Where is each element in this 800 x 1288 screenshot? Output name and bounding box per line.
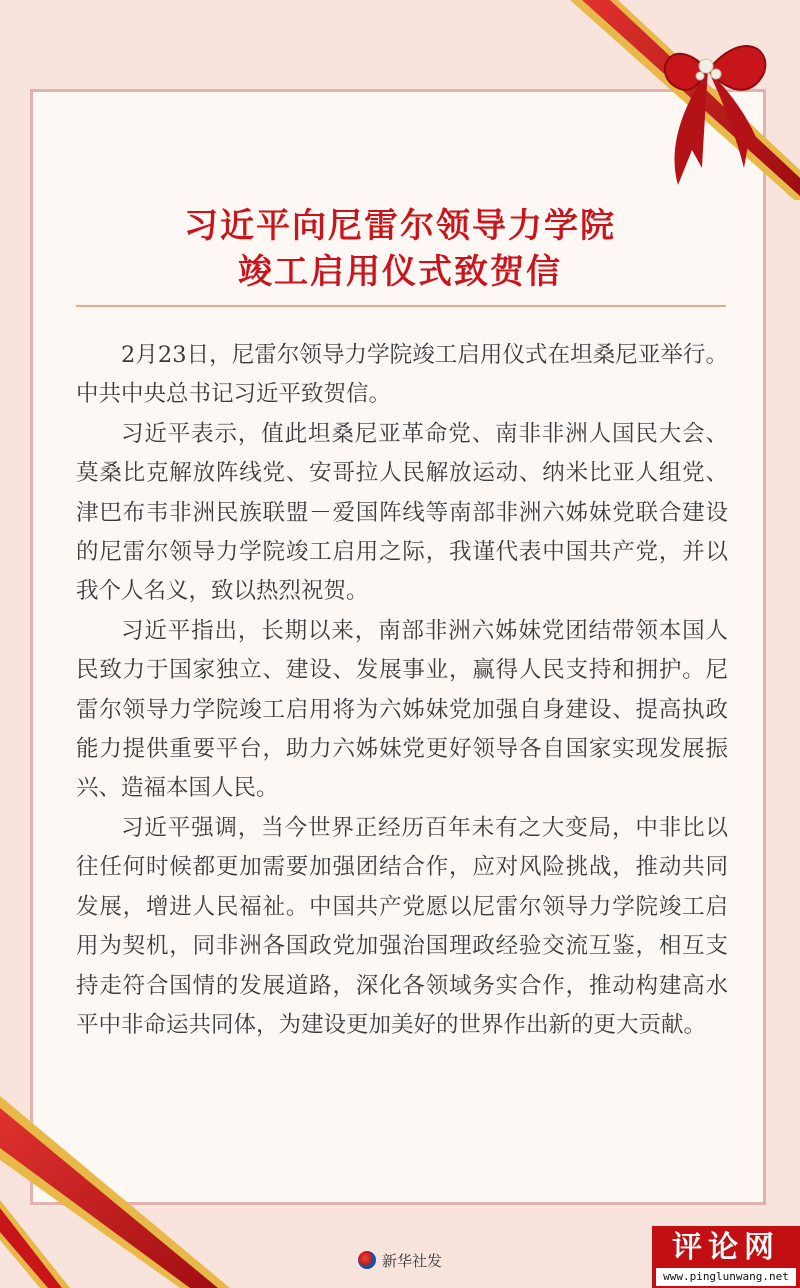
site-watermark <box>652 1226 800 1288</box>
letter-title-line-1: 习近平向尼雷尔领导力学院 <box>184 206 616 246</box>
ribbon-bow-icon <box>560 0 800 200</box>
letter-body <box>76 336 728 1045</box>
xinhua-logo-icon <box>358 1251 376 1269</box>
watermark-url: www.pinglunwang.net <box>656 1268 796 1286</box>
title-divider <box>76 305 726 307</box>
source-label: 新华社发 <box>381 1252 442 1270</box>
watermark-title: 评论网 <box>672 1230 780 1265</box>
letter-paragraph: 2月23日，尼雷尔领导力学院竣工启用仪式在坦桑尼亚举行。中共中央总书记习近平致贺信。 <box>76 342 728 408</box>
letter-paragraph: 习近平强调，当今世界正经历百年未有之大变局，中非比以往任何时候都更加需要加强团结合作，应对风险挑战，推动共同发展，增进人民福祉。中国共产党愿以尼雷尔领导力学院竣工启用为契机，同非洲各国政党加强治国理政经验交流互鉴，相互支持走符合国情的发展道路，深化各领域务实合作，推动构建高水平中非命运共同体，为建设更加美好的世界作出新的更大贡献。 <box>76 814 728 1038</box>
letter-paragraph: 习近平指出，长期以来，南部非洲六姊妹党团结带领本国人民致力于国家独立、建设、发展事业，赢得人民支持和拥护。尼雷尔领导力学院竣工启用将为六姊妹党加强自身建设、提高执政能力提供重要平台，助力六姊妹党更好领导各自国家实现发展振兴、造福本国人民。 <box>76 617 728 802</box>
letter-paragraph: 习近平表示，值此坦桑尼亚革命党、南非非洲人国民大会、莫桑比克解放阵线党、安哥拉人民解放运动、纳米比亚人组党、津巴布韦非洲民族联盟－爱国阵线等南部非洲六姊妹党联合建设的尼雷尔领导力学院竣工启用之际，我谨代表中国共产党，并以我个人名义，致以热烈祝贺。 <box>76 420 728 605</box>
letter-title-line-2: 竣工启用仪式致贺信 <box>238 252 562 292</box>
